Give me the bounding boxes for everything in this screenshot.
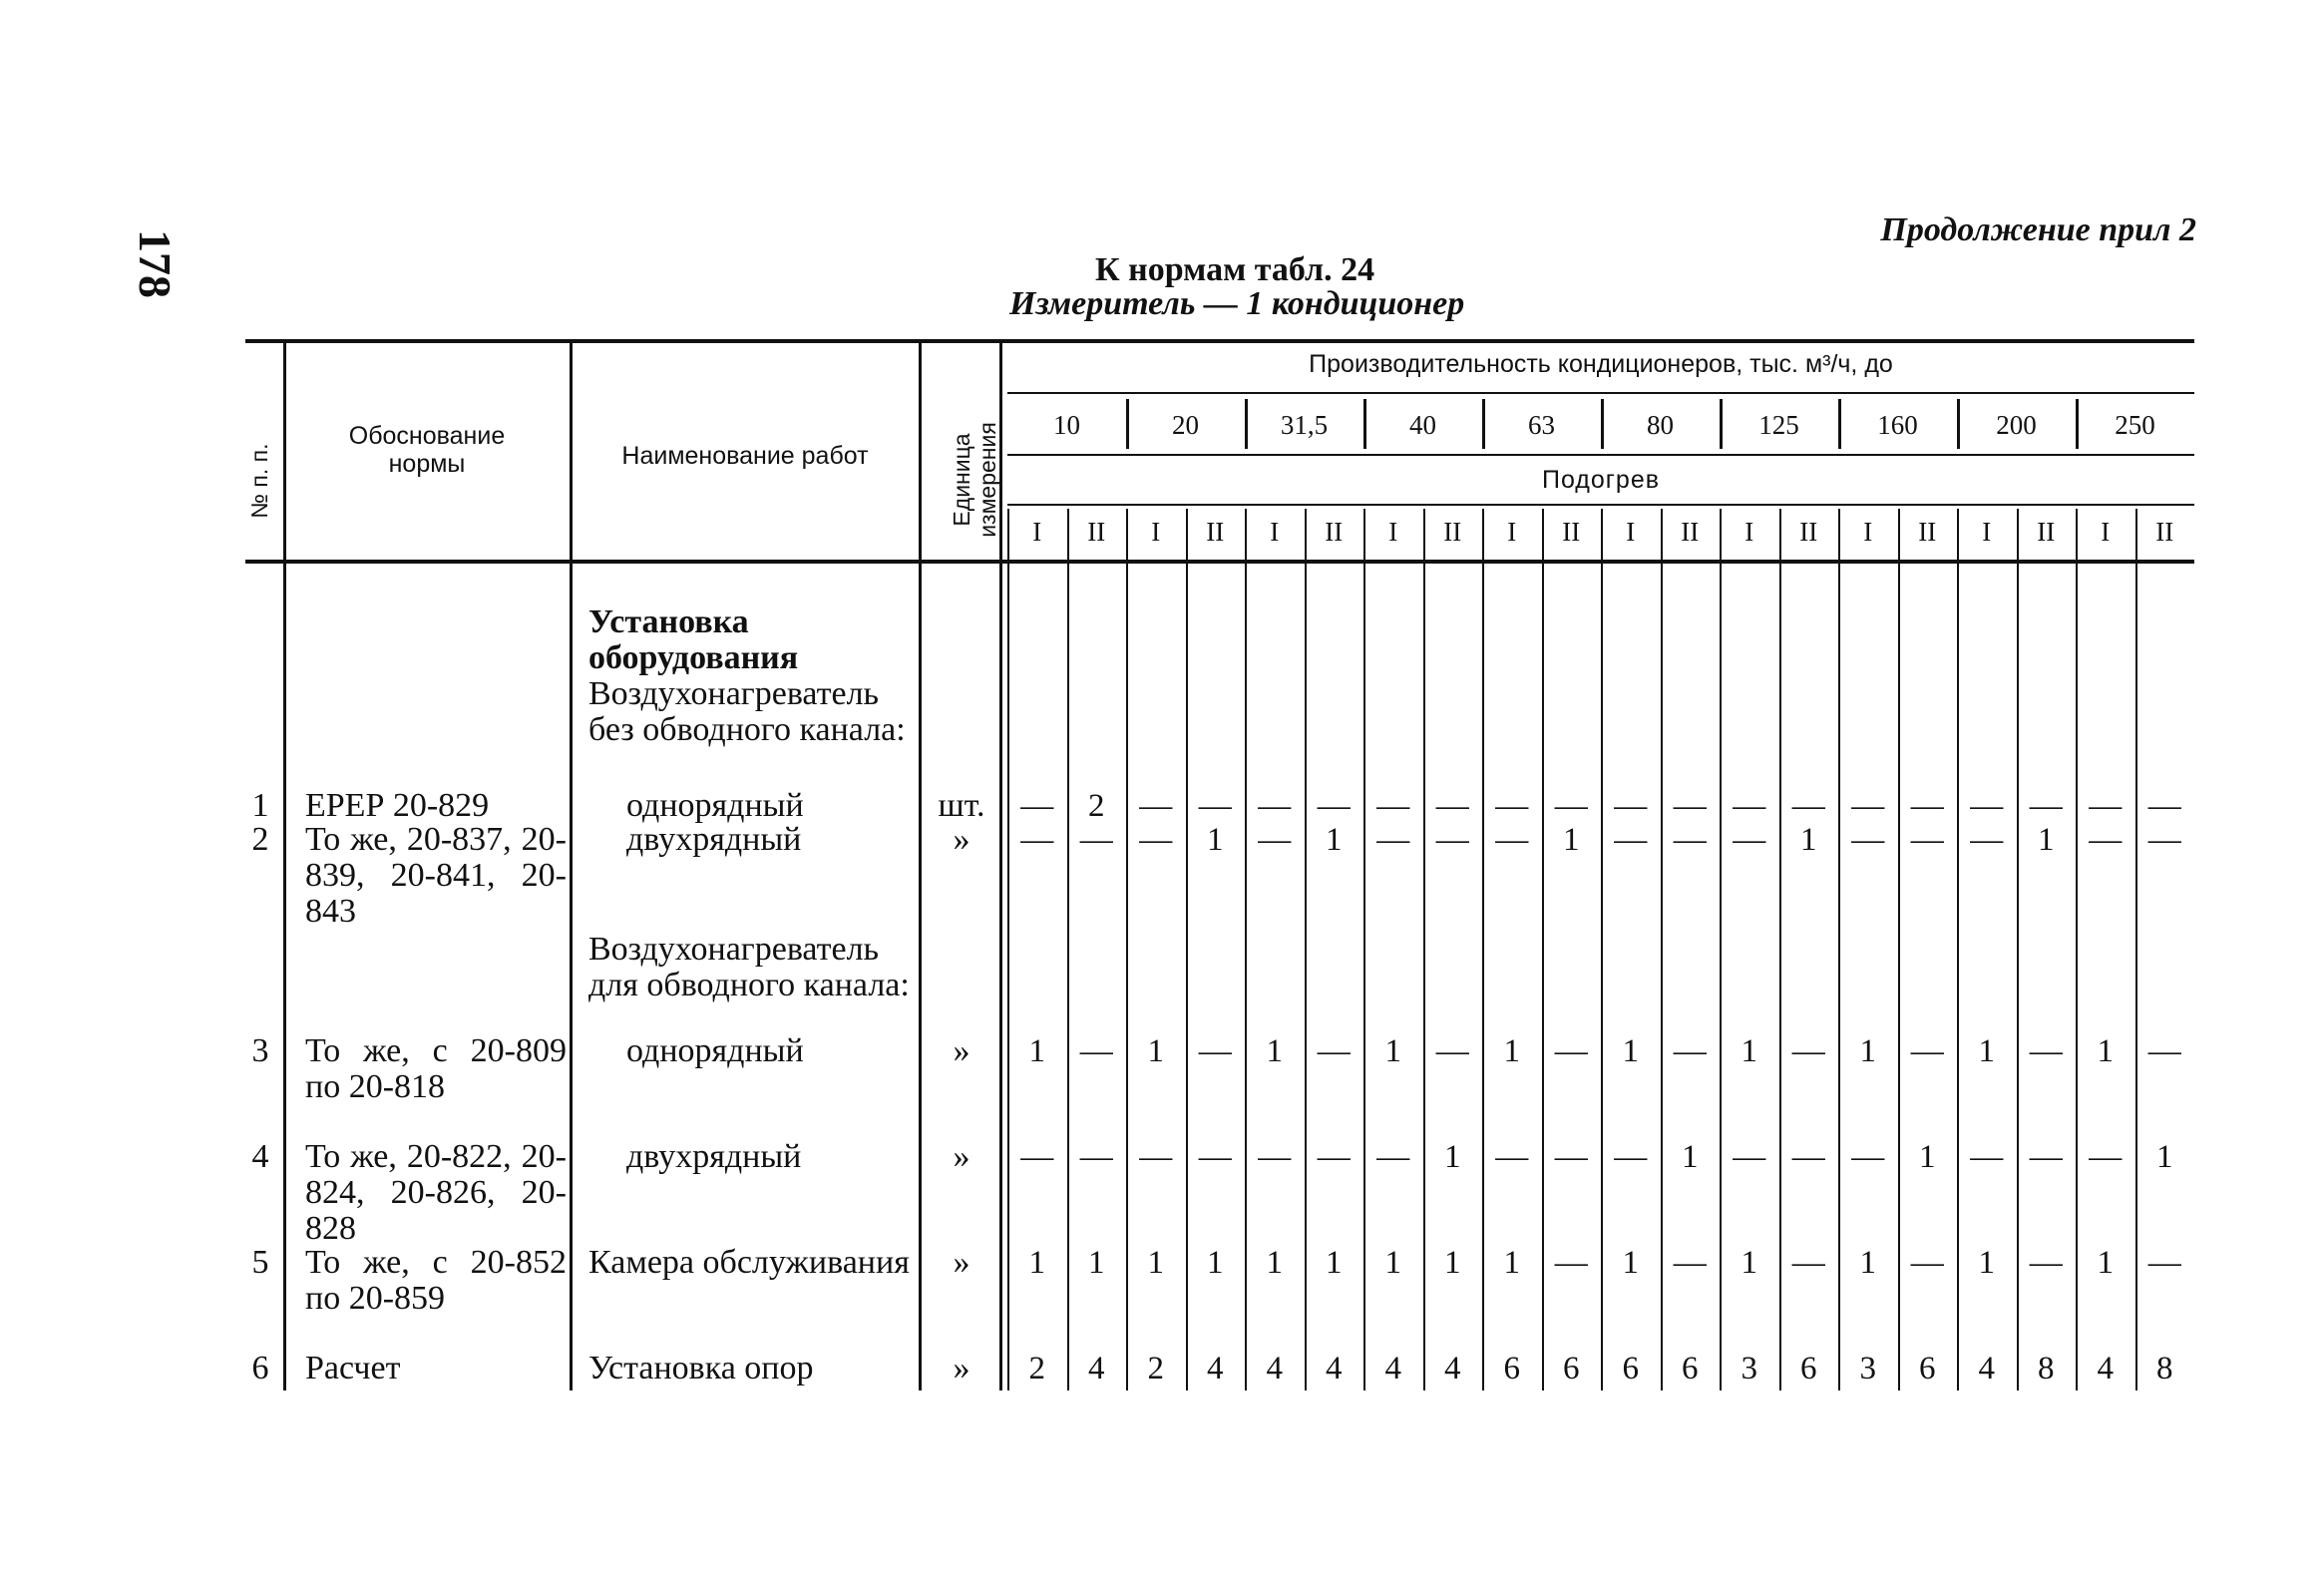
row-value: 1 xyxy=(2097,1245,2114,1281)
row-value: 1 xyxy=(1147,1033,1164,1069)
row-value: — xyxy=(1673,1245,1707,1281)
row-value: 1 xyxy=(1622,1245,1639,1281)
capacity-6: 80 xyxy=(1647,410,1674,440)
row-value: 4 xyxy=(1384,1351,1401,1386)
row-number: 3 xyxy=(251,1032,269,1069)
header-basis: Обоснование нормы xyxy=(348,422,506,478)
row-value: 8 xyxy=(2156,1351,2173,1386)
row-number: 1 xyxy=(251,787,269,824)
row-value: 1 xyxy=(1384,1033,1401,1069)
row-value: — xyxy=(2147,1245,2181,1281)
heating-mode-5: I xyxy=(1270,517,1280,547)
row-value: — xyxy=(2147,788,2181,824)
row-value: — xyxy=(1614,788,1648,824)
row-value: 2 xyxy=(1028,1351,1045,1386)
row-value: — xyxy=(1435,822,1469,858)
row-value: 1 xyxy=(1207,822,1224,858)
row-value: — xyxy=(1020,788,1054,824)
header-unit: Единица измерения xyxy=(949,422,1000,538)
heating-rule xyxy=(1007,454,2194,456)
row-work-name: однорядный xyxy=(626,1032,804,1069)
row-value: — xyxy=(1495,1139,1529,1175)
row-value: — xyxy=(1910,1245,1944,1281)
row-work-name: двухрядный xyxy=(626,821,802,858)
row-value: — xyxy=(1258,1139,1292,1175)
row-value: — xyxy=(1791,1033,1825,1069)
row-work-name: Установка опор xyxy=(588,1350,814,1386)
row-value: — xyxy=(2147,1033,2181,1069)
table-top-rule xyxy=(245,339,2194,343)
table-subtitle: Измеритель — 1 кондиционер xyxy=(1009,285,1465,322)
table-title: К нормам табл. 24 xyxy=(1095,251,1375,288)
row-value: — xyxy=(2029,1139,2063,1175)
row-value: — xyxy=(1198,1139,1232,1175)
capacity-9: 200 xyxy=(1996,410,2037,440)
row-value: 6 xyxy=(1682,1351,1699,1386)
row-value: — xyxy=(1614,822,1648,858)
heating-mode-4: II xyxy=(1206,517,1225,547)
page-number: 178 xyxy=(130,229,181,298)
row-value: — xyxy=(1910,788,1944,824)
col-divider-name xyxy=(919,343,922,1390)
capacity-divider xyxy=(1126,399,1129,449)
row-value: — xyxy=(1435,788,1469,824)
row-value: 1 xyxy=(1147,1245,1164,1281)
row-value: 1 xyxy=(1207,1245,1224,1281)
row-value: — xyxy=(2089,1139,2123,1175)
row-value: — xyxy=(1970,788,2004,824)
header-heating: Подогрев xyxy=(1541,466,1661,494)
capacity-1: 10 xyxy=(1053,410,1080,440)
row-value: 1 xyxy=(1326,1245,1343,1281)
row-basis: ЕРЕР 20-829 xyxy=(305,787,490,824)
capacity-divider xyxy=(1720,399,1723,449)
row-value: 2 xyxy=(1088,788,1105,824)
row-value: 1 xyxy=(1088,1245,1105,1281)
capacity-3: 31,5 xyxy=(1280,410,1329,440)
row-value: — xyxy=(1851,1139,1885,1175)
row-value: 1 xyxy=(1444,1245,1461,1281)
heating-mode-2: II xyxy=(1087,517,1106,547)
row-value: — xyxy=(1139,822,1173,858)
row-value: 1 xyxy=(1859,1245,1876,1281)
row-value: — xyxy=(1139,788,1173,824)
row-value: — xyxy=(1673,822,1707,858)
row-value: 4 xyxy=(1266,1351,1283,1386)
row-work-name: двухрядный xyxy=(626,1138,802,1175)
row-value: 6 xyxy=(1919,1351,1936,1386)
heating-mode-20: II xyxy=(2155,517,2174,547)
row-value: — xyxy=(1851,788,1885,824)
row-value: — xyxy=(1258,788,1292,824)
row-value: — xyxy=(1733,822,1766,858)
row-value: 4 xyxy=(1326,1351,1343,1386)
heating-mode-17: I xyxy=(1982,517,1992,547)
row-value: — xyxy=(1079,822,1113,858)
capacity-divider xyxy=(1482,399,1485,449)
row-value: — xyxy=(2029,1033,2063,1069)
row-value: — xyxy=(1554,1033,1588,1069)
row-value: 2 xyxy=(1147,1351,1164,1386)
row-value: 1 xyxy=(1563,822,1580,858)
row-value: — xyxy=(1554,1139,1588,1175)
section-heater-bypass: Воздухонагреватель для обводного канала: xyxy=(588,931,910,1003)
row-value: — xyxy=(1554,788,1588,824)
capacity-7: 125 xyxy=(1758,410,1799,440)
row-basis: То же, с 20-809 по 20-818 xyxy=(305,1032,567,1105)
row-value: 1 xyxy=(1326,822,1343,858)
row-value: 6 xyxy=(1622,1351,1639,1386)
row-value: — xyxy=(1614,1139,1648,1175)
table-header-rule xyxy=(245,560,2194,564)
capacity-divider xyxy=(2076,399,2079,449)
row-value: 1 xyxy=(1978,1245,1995,1281)
row-number: 4 xyxy=(251,1138,269,1175)
row-unit: » xyxy=(953,1244,970,1281)
row-unit: » xyxy=(953,1138,970,1175)
capacity-divider xyxy=(1245,399,1248,449)
row-value: 1 xyxy=(1384,1245,1401,1281)
row-value: 3 xyxy=(1859,1351,1876,1386)
row-value: 1 xyxy=(1741,1033,1757,1069)
row-value: — xyxy=(1791,1139,1825,1175)
row-value: 1 xyxy=(1859,1033,1876,1069)
row-value: — xyxy=(1198,788,1232,824)
row-work-name: Камера обслуживания xyxy=(588,1244,910,1281)
row-value: — xyxy=(1495,822,1529,858)
row-value: 1 xyxy=(2097,1033,2114,1069)
row-value: 1 xyxy=(1028,1245,1045,1281)
capacity-divider xyxy=(1838,399,1841,449)
row-value: 1 xyxy=(1978,1033,1995,1069)
row-value: — xyxy=(1376,822,1410,858)
row-work-name: однорядный xyxy=(626,787,804,824)
row-unit: » xyxy=(953,1032,970,1069)
row-value: 8 xyxy=(2038,1351,2055,1386)
row-value: — xyxy=(1435,1033,1469,1069)
heating-mode-18: II xyxy=(2037,517,2056,547)
heating-mode-19: I xyxy=(2101,517,2111,547)
row-value: 1 xyxy=(1503,1245,1520,1281)
heating-mode-14: II xyxy=(1799,517,1818,547)
col-divider-num xyxy=(283,343,286,1390)
row-value: 6 xyxy=(1503,1351,1520,1386)
heating-mode-3: I xyxy=(1151,517,1161,547)
row-value: — xyxy=(1139,1139,1173,1175)
row-basis: То же, 20-837, 20-839, 20-841, 20-843 xyxy=(305,821,567,930)
row-value: — xyxy=(1791,1245,1825,1281)
row-unit: » xyxy=(953,1350,970,1386)
capacity-divider xyxy=(1363,399,1366,449)
capacity-divider xyxy=(1601,399,1604,449)
row-unit: шт. xyxy=(938,787,985,824)
row-number: 5 xyxy=(251,1244,269,1281)
row-value: 1 xyxy=(1800,822,1817,858)
row-value: — xyxy=(1733,1139,1766,1175)
row-value: 1 xyxy=(1682,1139,1699,1175)
row-value: — xyxy=(1258,822,1292,858)
heating-mode-9: I xyxy=(1507,517,1517,547)
roman-rule xyxy=(1007,504,2194,506)
row-value: 4 xyxy=(1444,1351,1461,1386)
row-value: 6 xyxy=(1800,1351,1817,1386)
header-num: № п. п. xyxy=(245,443,272,519)
row-unit: » xyxy=(953,821,970,858)
row-basis: Расчет xyxy=(305,1350,401,1386)
row-value: 1 xyxy=(1266,1245,1283,1281)
heating-mode-16: II xyxy=(1918,517,1937,547)
row-value: 4 xyxy=(2097,1351,2114,1386)
row-value: — xyxy=(1554,1245,1588,1281)
capacity-8: 160 xyxy=(1877,410,1918,440)
row-value: — xyxy=(1376,1139,1410,1175)
row-value: — xyxy=(1851,822,1885,858)
capacity-4: 40 xyxy=(1409,410,1436,440)
row-value: 4 xyxy=(1207,1351,1224,1386)
capacity-divider xyxy=(1957,399,1960,449)
row-value: — xyxy=(1910,822,1944,858)
heating-mode-11: I xyxy=(1626,517,1636,547)
row-value: 1 xyxy=(1622,1033,1639,1069)
row-value: 3 xyxy=(1741,1351,1757,1386)
capacity-2: 20 xyxy=(1172,410,1199,440)
row-value: — xyxy=(2029,788,2063,824)
row-value: — xyxy=(1673,1033,1707,1069)
row-value: — xyxy=(1020,1139,1054,1175)
heating-mode-13: I xyxy=(1744,517,1754,547)
row-value: 1 xyxy=(1741,1245,1757,1281)
row-value: — xyxy=(1910,1033,1944,1069)
heating-mode-12: II xyxy=(1681,517,1700,547)
row-value: 1 xyxy=(1919,1139,1936,1175)
row-value: 1 xyxy=(1266,1033,1283,1069)
row-value: — xyxy=(1970,822,2004,858)
row-value: — xyxy=(1020,822,1054,858)
row-value: — xyxy=(1376,788,1410,824)
row-value: 1 xyxy=(1503,1033,1520,1069)
section-install-title: Установка оборудования xyxy=(588,603,799,676)
heating-mode-15: I xyxy=(1863,517,1873,547)
capacity-5: 63 xyxy=(1528,410,1555,440)
section-heater-no-bypass: Воздухонагреватель без обводного канала: xyxy=(588,675,906,748)
capacity-10: 250 xyxy=(2115,410,2155,440)
row-value: 1 xyxy=(1028,1033,1045,1069)
row-value: — xyxy=(1673,788,1707,824)
heating-mode-10: II xyxy=(1562,517,1581,547)
heating-mode-1: I xyxy=(1032,517,1042,547)
heating-mode-8: II xyxy=(1443,517,1462,547)
row-value: 1 xyxy=(2156,1139,2173,1175)
col-divider-basis xyxy=(570,343,573,1390)
row-value: — xyxy=(2147,822,2181,858)
row-value: — xyxy=(1495,788,1529,824)
row-value: 1 xyxy=(2038,822,2055,858)
capacity-rule xyxy=(1007,392,2194,394)
row-value: 1 xyxy=(1444,1139,1461,1175)
heating-mode-6: II xyxy=(1325,517,1344,547)
row-value: 6 xyxy=(1563,1351,1580,1386)
header-capacity: Производительность кондиционеров, тыс. м³/ч, до xyxy=(1309,350,1893,378)
row-value: — xyxy=(2029,1245,2063,1281)
row-value: — xyxy=(1317,788,1351,824)
row-value: — xyxy=(1317,1139,1351,1175)
row-value: — xyxy=(1733,788,1766,824)
row-basis: То же, с 20-852 по 20-859 xyxy=(305,1244,567,1317)
row-value: — xyxy=(1079,1033,1113,1069)
row-number: 2 xyxy=(251,821,269,858)
row-value: 4 xyxy=(1978,1351,1995,1386)
continuation-label: Продолжение прил 2 xyxy=(1880,211,2196,248)
row-value: 4 xyxy=(1088,1351,1105,1386)
row-value: — xyxy=(1970,1139,2004,1175)
header-name: Наименование работ xyxy=(621,442,869,470)
row-value: — xyxy=(2089,822,2123,858)
row-value: — xyxy=(1198,1033,1232,1069)
row-value: — xyxy=(1791,788,1825,824)
row-basis: То же, 20-822, 20-824, 20-826, 20-828 xyxy=(305,1138,567,1247)
row-value: — xyxy=(1079,1139,1113,1175)
row-number: 6 xyxy=(251,1350,269,1386)
row-value: — xyxy=(1317,1033,1351,1069)
row-value: — xyxy=(2089,788,2123,824)
heating-mode-7: I xyxy=(1388,517,1398,547)
